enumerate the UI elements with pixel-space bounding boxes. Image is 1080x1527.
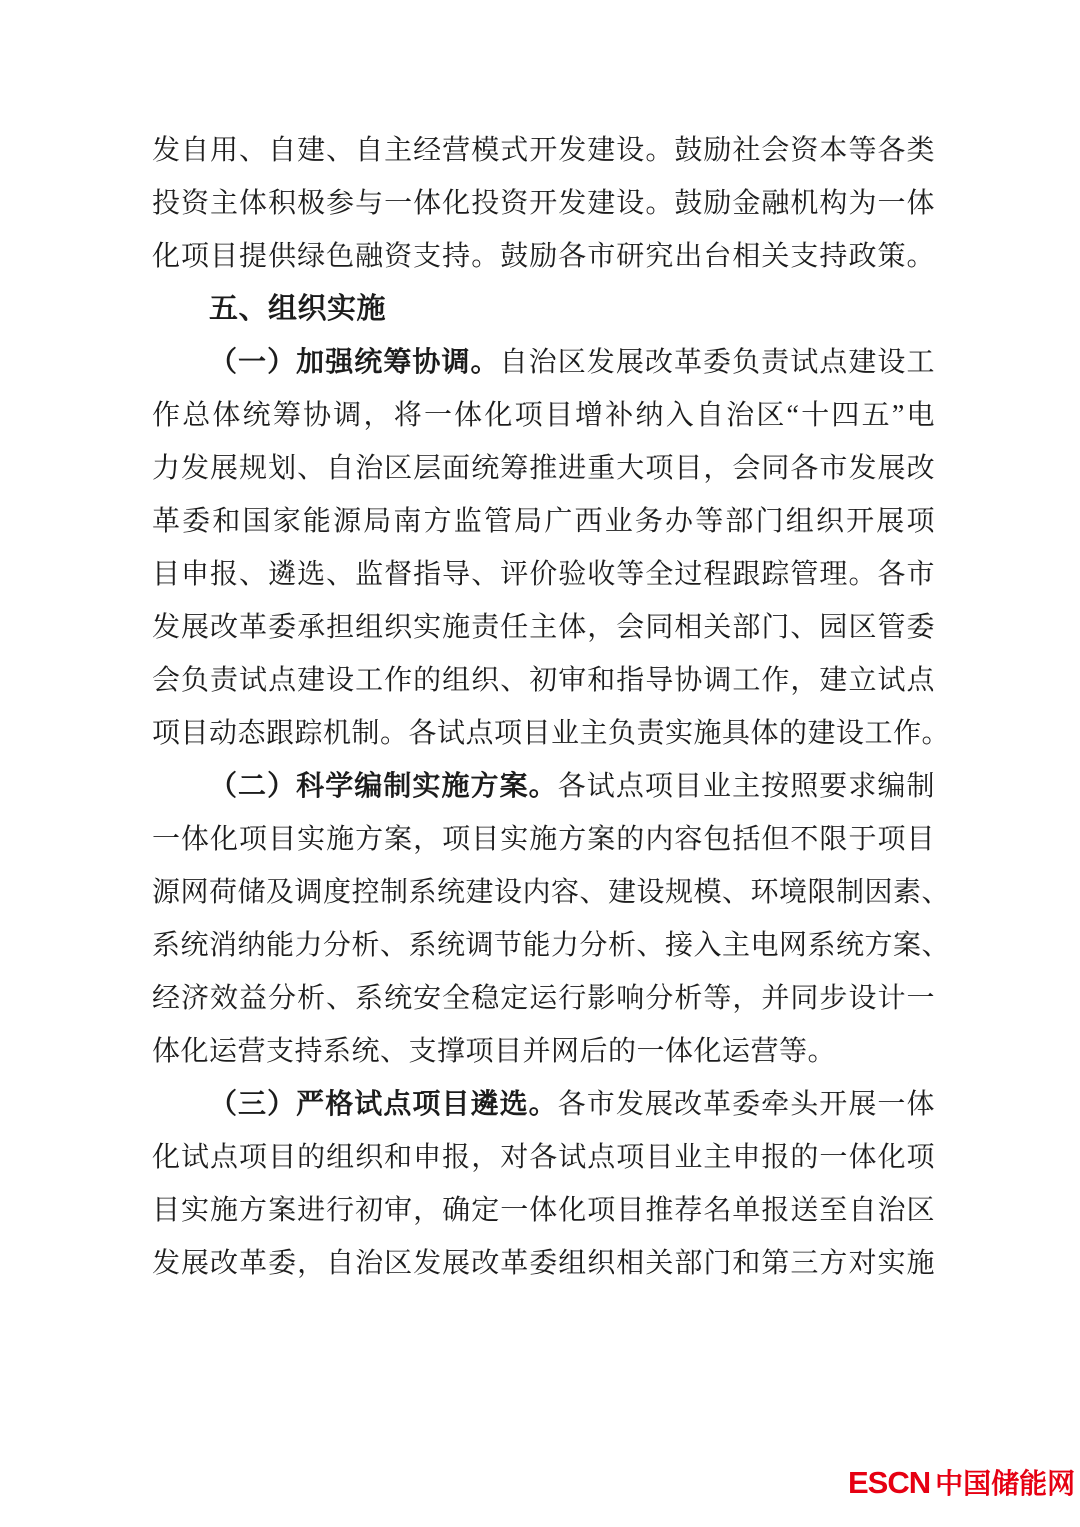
text-line bbox=[152, 1078, 935, 1131]
line-text: 目实施方案进行初审，确定一体化项目推荐名单报送至自治区 bbox=[152, 1195, 935, 1226]
text-line bbox=[152, 866, 951, 919]
line-bold-lead: 五、组织实施 bbox=[209, 293, 387, 325]
line-text: 源网荷储及调度控制系统建设内容、建设规模、环境限制因素、 bbox=[152, 877, 951, 908]
line-text: 力发展规划、自治区层面统筹推进重大项目，会同各市发展改 bbox=[152, 453, 935, 484]
line-text: 经济效益分析、系统安全稳定运行影响分析等，并同步设计一 bbox=[152, 983, 935, 1014]
line-text: 化试点项目的组织和申报，对各试点项目业主申报的一体化项 bbox=[152, 1142, 935, 1173]
text-line bbox=[152, 230, 935, 283]
text-line bbox=[152, 707, 951, 760]
line-text: 项目动态跟踪机制。各试点项目业主负责实施具体的建设工作。 bbox=[152, 718, 951, 749]
line-text: 自治区发展改革委负责试点建设工 bbox=[499, 347, 935, 378]
text-line bbox=[152, 548, 935, 601]
line-text: 作总体统筹协调，将一体化项目增补纳入自治区“十四五”电 bbox=[152, 400, 935, 431]
line-text: 各试点项目业主按照要求编制 bbox=[557, 771, 935, 802]
line-text: 系统消纳能力分析、系统调节能力分析、接入主电网系统方案、 bbox=[152, 930, 951, 961]
escn-logo-latin: ESCN bbox=[848, 1465, 931, 1500]
text-line bbox=[152, 813, 935, 866]
text-line bbox=[152, 654, 935, 707]
text-line bbox=[152, 1184, 935, 1237]
escn-logo bbox=[848, 1467, 1075, 1498]
section-heading bbox=[152, 283, 935, 336]
line-text: 发展改革委承担组织实施责任主体，会同相关部门、园区管委 bbox=[152, 612, 935, 643]
text-line bbox=[152, 1131, 935, 1184]
text-line bbox=[152, 177, 935, 230]
line-text: 会负责试点建设工作的组织、初审和指导协调工作，建立试点 bbox=[152, 665, 935, 696]
line-text: 发自用、自建、自主经营模式开发建设。鼓励社会资本等各类 bbox=[152, 135, 935, 166]
line-text: 发展改革委，自治区发展改革委组织相关部门和第三方对实施 bbox=[152, 1248, 935, 1279]
line-text: 一体化项目实施方案，项目实施方案的内容包括但不限于项目 bbox=[152, 824, 935, 855]
text-line bbox=[152, 336, 935, 389]
line-text: 目申报、遴选、监督指导、评价验收等全过程跟踪管理。各市 bbox=[152, 559, 935, 590]
text-line bbox=[152, 1025, 935, 1078]
text-line bbox=[152, 124, 935, 177]
text-line bbox=[152, 389, 935, 442]
line-bold-lead: （三）严格试点项目遴选。 bbox=[209, 1089, 558, 1120]
text-line bbox=[152, 495, 935, 548]
line-bold-lead: （二）科学编制实施方案。 bbox=[209, 771, 558, 802]
text-line bbox=[152, 442, 935, 495]
line-text: 革委和国家能源局南方监管局广西业务办等部门组织开展项 bbox=[152, 506, 935, 537]
line-bold-lead: （一）加强统筹协调。 bbox=[209, 347, 500, 378]
text-line bbox=[152, 1237, 935, 1290]
text-line bbox=[152, 972, 935, 1025]
text-line bbox=[152, 601, 935, 654]
line-text: 投资主体积极参与一体化投资开发建设。鼓励金融机构为一体 bbox=[152, 188, 935, 219]
text-line bbox=[152, 919, 951, 972]
line-text: 化项目提供绿色融资支持。鼓励各市研究出台相关支持政策。 bbox=[152, 241, 935, 272]
document-text bbox=[152, 124, 951, 1290]
line-text: 体化运营支持系统、支撑项目并网后的一体化运营等。 bbox=[152, 1036, 837, 1067]
text-line bbox=[152, 760, 935, 813]
line-text: 各市发展改革委牵头开展一体 bbox=[557, 1089, 935, 1120]
escn-logo-cjk: 中国储能网 bbox=[935, 1468, 1076, 1499]
